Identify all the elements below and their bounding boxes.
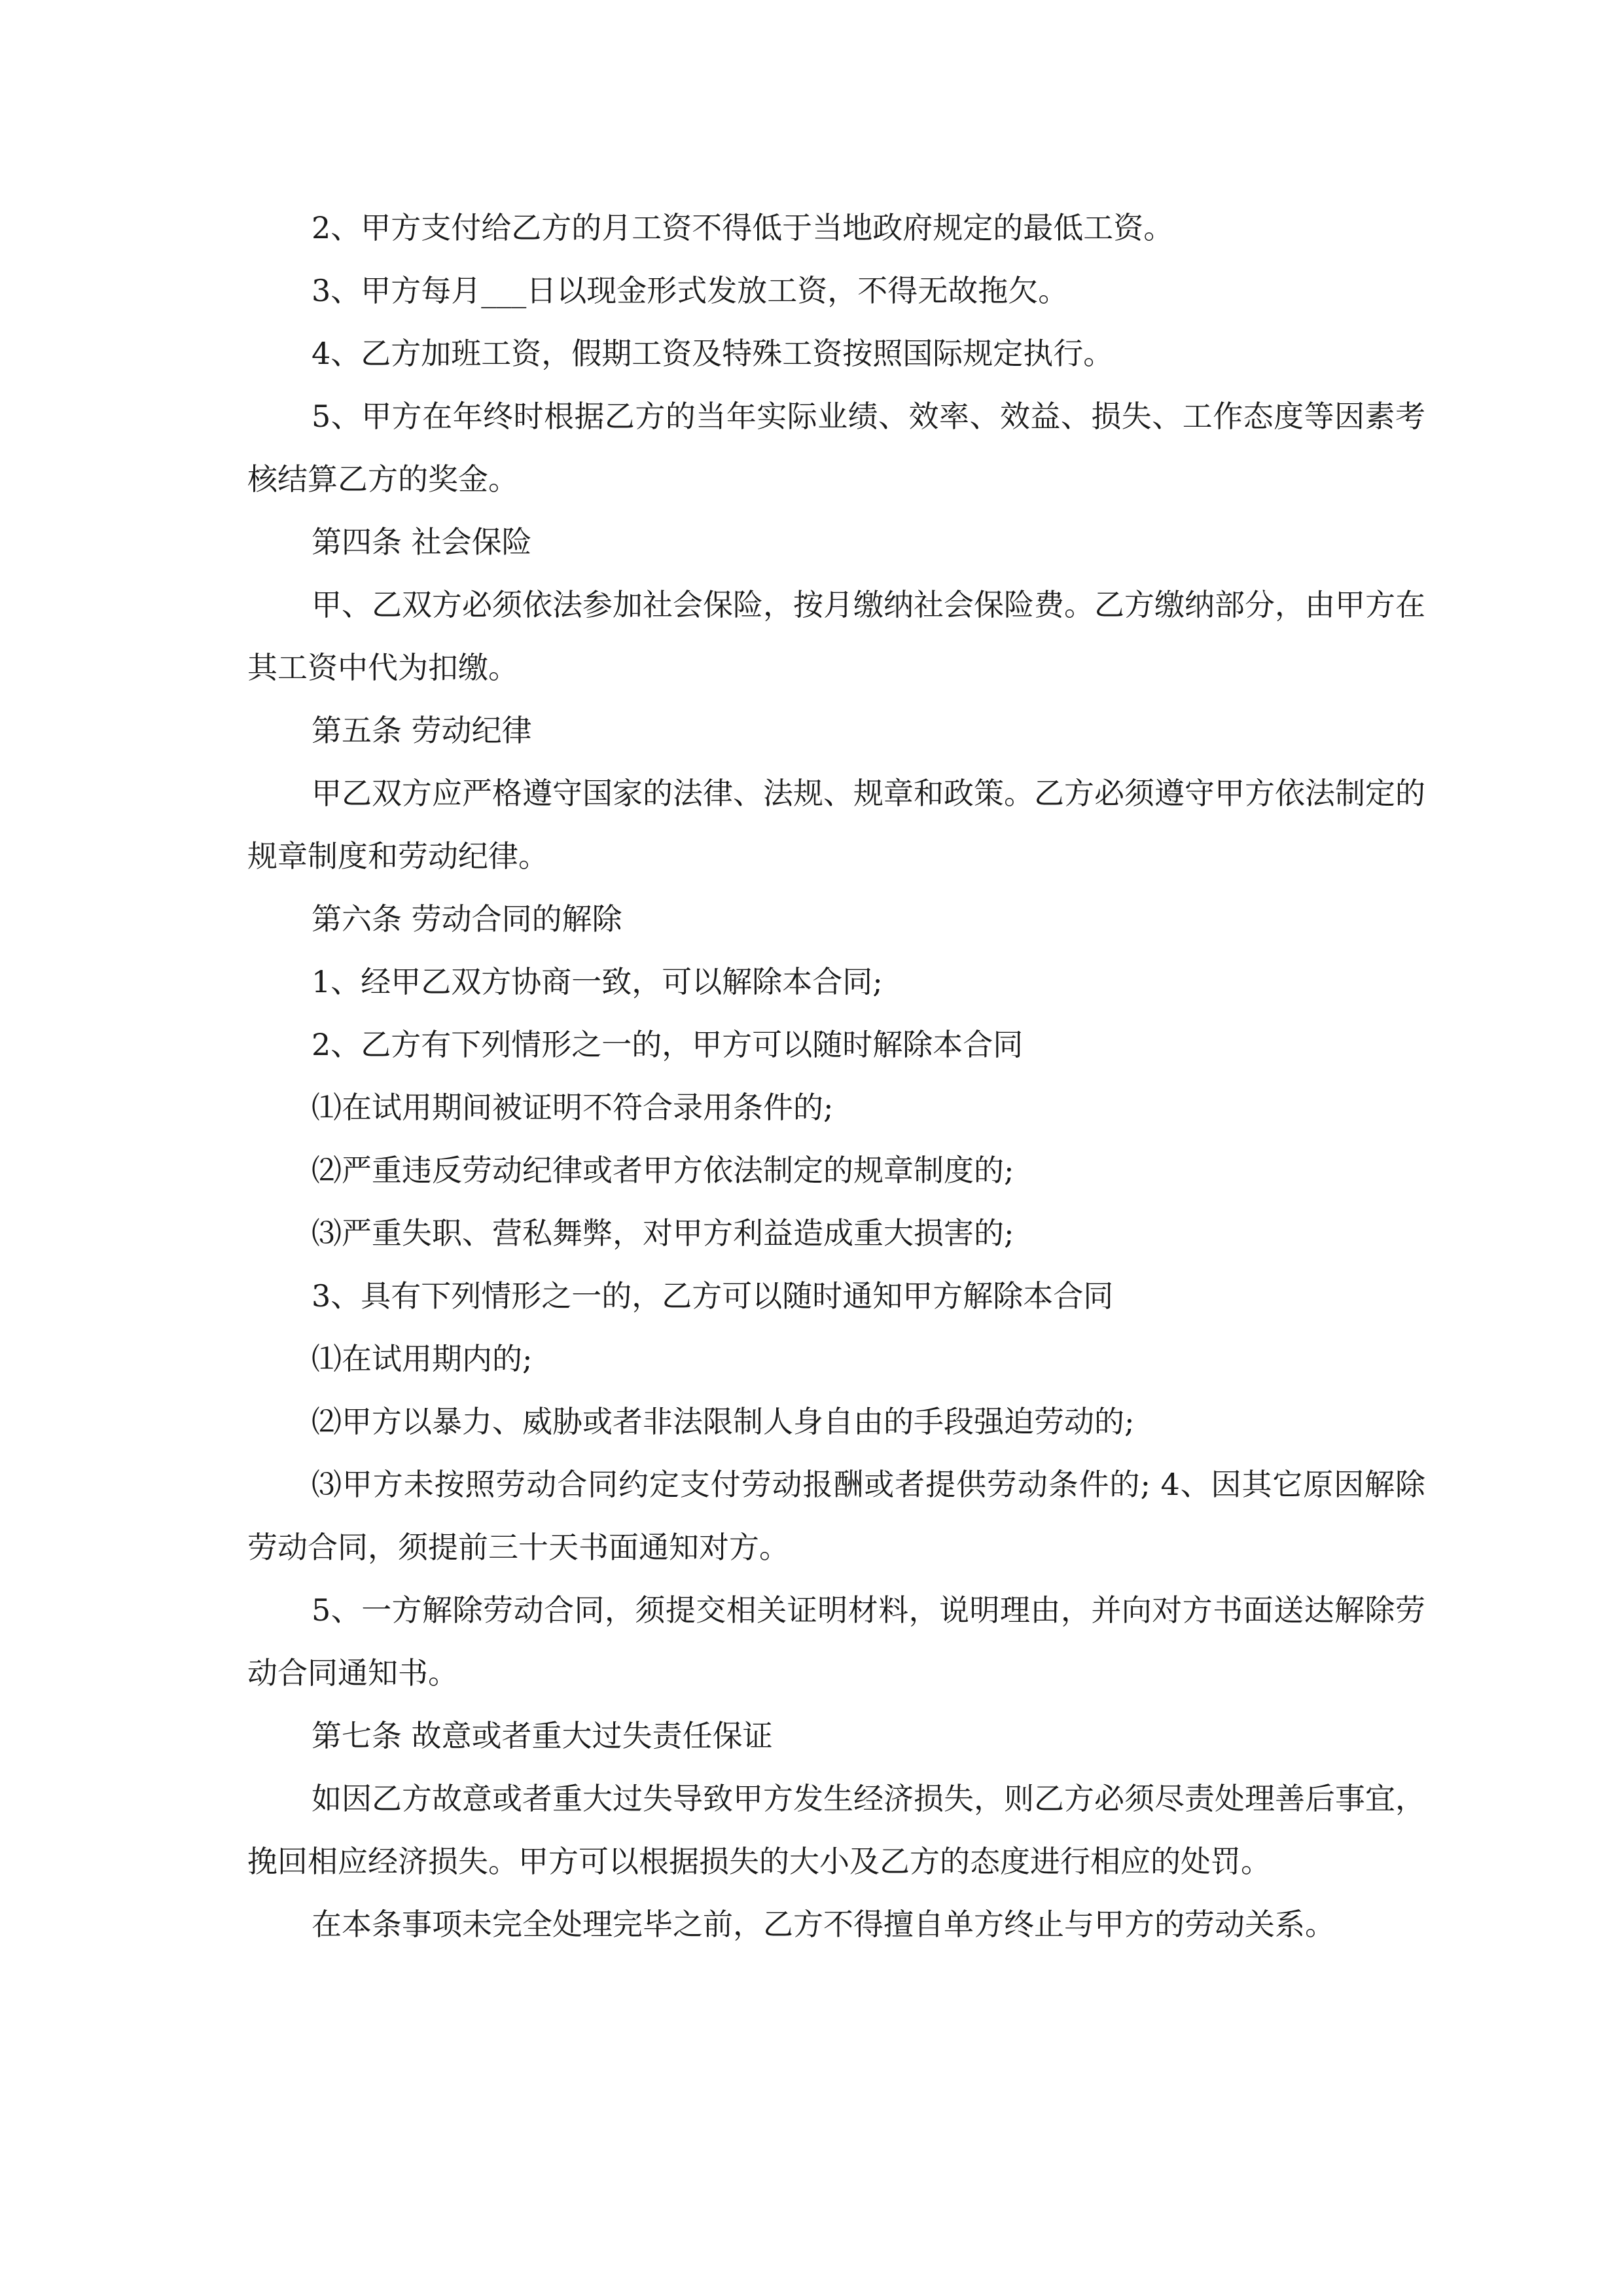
paragraph-termination-by-employer: 2、乙方有下列情形之一的，甲方可以随时解除本合同 [312,1027,1024,1062]
paragraph-labor-discipline: 甲乙双方应严格遵守国家的法律、法规、规章和政策。乙方必须遵守甲方依法制定的规章制度和劳动纪律。 [247,776,1425,874]
list-item-probation-unqualified: ⑴在试用期间被证明不符合录用条件的; [312,1090,834,1125]
list-item-within-probation: ⑴在试用期内的; [312,1341,533,1376]
article-7-heading: 第七条 故意或者重大过失责任保证 [312,1718,773,1753]
paragraph-termination-documents: 5、一方解除劳动合同，须提交相关证明材料，说明理由，并向对方书面送达解除劳动合同通知书。 [247,1592,1425,1691]
article-4-heading: 第四条 社会保险 [312,524,532,560]
paragraph-liability-no-termination: 在本条事项未完全处理完毕之前，乙方不得擅自单方终止与甲方的劳动关系。 [312,1907,1335,1942]
paragraph-wage-minimum: 2、甲方支付给乙方的月工资不得低于当地政府规定的最低工资。 [312,210,1174,245]
article-5-heading: 第五条 劳动纪律 [312,713,532,748]
paragraph-liability-loss: 如因乙方故意或者重大过失导致甲方发生经济损失，则乙方必须尽责处理善后事宜，挽回相应经济损失。甲方可以根据损失的大小及乙方的态度进行相应的处罚。 [247,1781,1425,1879]
paragraph-wage-payday: 3、甲方每月___日以现金形式发放工资，不得无故拖欠。 [312,273,1069,308]
list-item-serious-violation: ⑵严重违反劳动纪律或者甲方依法制定的规章制度的; [312,1153,1014,1188]
list-item-serious-dereliction: ⑶严重失职、营私舞弊，对甲方利益造成重大损害的; [312,1215,1014,1251]
list-item-unpaid-remuneration: ⑶甲方未按照劳动合同约定支付劳动报酬或者提供劳动条件的; 4、因其它原因解除劳动合同，须提前三十天书面通知对方。 [247,1467,1425,1565]
paragraph-termination-by-employee: 3、具有下列情形之一的，乙方可以随时通知甲方解除本合同 [312,1278,1114,1314]
contract-body [247,196,1425,1956]
paragraph-year-end-bonus: 5、甲方在年终时根据乙方的当年实际业绩、效率、效益、损失、工作态度等因素考核结算乙方的奖金。 [247,399,1425,497]
paragraph-social-insurance: 甲、乙双方必须依法参加社会保险，按月缴纳社会保险费。乙方缴纳部分，由甲方在其工资中代为扣缴。 [247,587,1425,685]
article-6-heading: 第六条 劳动合同的解除 [312,901,622,937]
list-item-forced-labor: ⑵甲方以暴力、威胁或者非法限制人身自由的手段强迫劳动的; [312,1404,1135,1439]
paragraph-termination-mutual: 1、经甲乙双方协商一致，可以解除本合同; [312,964,883,999]
paragraph-overtime-wage: 4、乙方加班工资，假期工资及特殊工资按照国际规定执行。 [312,336,1114,371]
